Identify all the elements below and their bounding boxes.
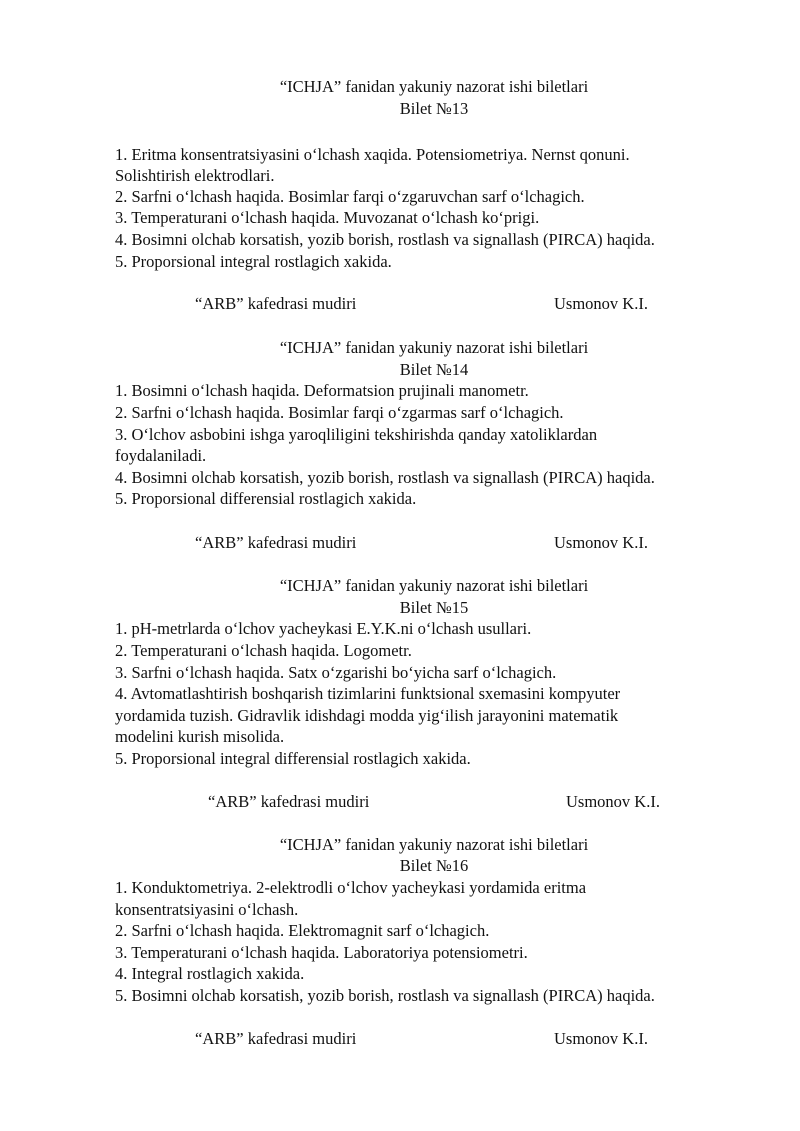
question-line: 1. Bosimni o‘lchash haqida. Deformatsion prujinali manometr. xyxy=(115,381,529,400)
question-line: 3. Sarfni o‘lchash haqida. Satx o‘zgarishi bo‘yicha sarf o‘lchagich. xyxy=(115,663,557,682)
question-line: konsentratsiyasini o‘lchash. xyxy=(115,900,299,919)
question-line: 4. Avtomatlashtirish boshqarish tizimlarini funktsional sxemasini kompyuter xyxy=(115,684,621,703)
question-line: 3. O‘lchov asbobini ishga yaroqliligini tekshirishda qanday xatoliklardan xyxy=(115,425,598,444)
question-line: 3. Temperaturani o‘lchash haqida. Muvozanat o‘lchash ko‘prigi. xyxy=(115,208,540,227)
ticket-title: “ICHJA” fanidan yakuniy nazorat ishi biletlari xyxy=(279,338,589,357)
question-line: 2. Sarfni o‘lchash haqida. Bosimlar farqi o‘zgarmas sarf o‘lchagich. xyxy=(115,403,564,422)
question-line: 2. Sarfni o‘lchash haqida. Bosimlar farqi o‘zgaruvchan sarf o‘lchagich. xyxy=(115,187,585,206)
question-line: 4. Bosimni olchab korsatish, yozib borish, rostlash va signallash (PIRCA) haqida. xyxy=(115,230,655,249)
question-line: 5. Proporsional integral differensial rostlagich xakida. xyxy=(115,749,471,768)
ticket-title: “ICHJA” fanidan yakuniy nazorat ishi biletlari xyxy=(279,576,589,595)
question-line: 5. Proporsional integral rostlagich xakida. xyxy=(115,252,392,271)
signature-name: Usmonov K.I. xyxy=(554,1029,648,1048)
question-line: 5. Bosimni olchab korsatish, yozib borish, rostlash va signallash (PIRCA) haqida. xyxy=(115,986,655,1005)
signature-name: Usmonov K.I. xyxy=(554,294,648,313)
question-line: 4. Integral rostlagich xakida. xyxy=(115,964,305,983)
question-line: foydalaniladi. xyxy=(115,446,207,465)
ticket-number: Bilet №16 xyxy=(399,856,469,875)
question-line: 2. Sarfni o‘lchash haqida. Elektromagnit sarf o‘lchagich. xyxy=(115,921,490,940)
signature-position: “ARB” kafedrasi mudiri xyxy=(195,294,357,313)
ticket-number: Bilet №14 xyxy=(399,360,469,379)
question-line: 1. Eritma konsentratsiyasini o‘lchash xaqida. Potensiometriya. Nernst qonuni. xyxy=(115,145,630,164)
signature-position: “ARB” kafedrasi mudiri xyxy=(208,792,370,811)
question-line: 5. Proporsional differensial rostlagich xakida. xyxy=(115,489,417,508)
signature-position: “ARB” kafedrasi mudiri xyxy=(195,533,357,552)
question-line: yordamida tuzish. Gidravlik idishdagi modda yig‘ilish jarayonini matematik xyxy=(115,706,619,725)
question-line: 1. Konduktometriya. 2-elektrodli o‘lchov yacheykasi yordamida eritma xyxy=(115,878,587,897)
question-line: 3. Temperaturani o‘lchash haqida. Laboratoriya potensiometri. xyxy=(115,943,528,962)
question-line: Solishtirish elektrodlari. xyxy=(115,166,275,185)
ticket-title: “ICHJA” fanidan yakuniy nazorat ishi biletlari xyxy=(279,77,589,96)
question-line: 2. Temperaturani o‘lchash haqida. Logometr. xyxy=(115,641,412,660)
question-line: modelini kurish misolida. xyxy=(115,727,285,746)
ticket-number: Bilet №13 xyxy=(399,99,469,118)
signature-name: Usmonov K.I. xyxy=(566,792,660,811)
ticket-title: “ICHJA” fanidan yakuniy nazorat ishi biletlari xyxy=(279,835,589,854)
signature-position: “ARB” kafedrasi mudiri xyxy=(195,1029,357,1048)
question-line: 4. Bosimni olchab korsatish, yozib borish, rostlash va signallash (PIRCA) haqida. xyxy=(115,468,655,487)
ticket-number: Bilet №15 xyxy=(399,598,469,617)
question-line: 1. pH-metrlarda o‘lchov yacheykasi E.Y.K.ni o‘lchash usullari. xyxy=(115,619,532,638)
signature-name: Usmonov K.I. xyxy=(554,533,648,552)
